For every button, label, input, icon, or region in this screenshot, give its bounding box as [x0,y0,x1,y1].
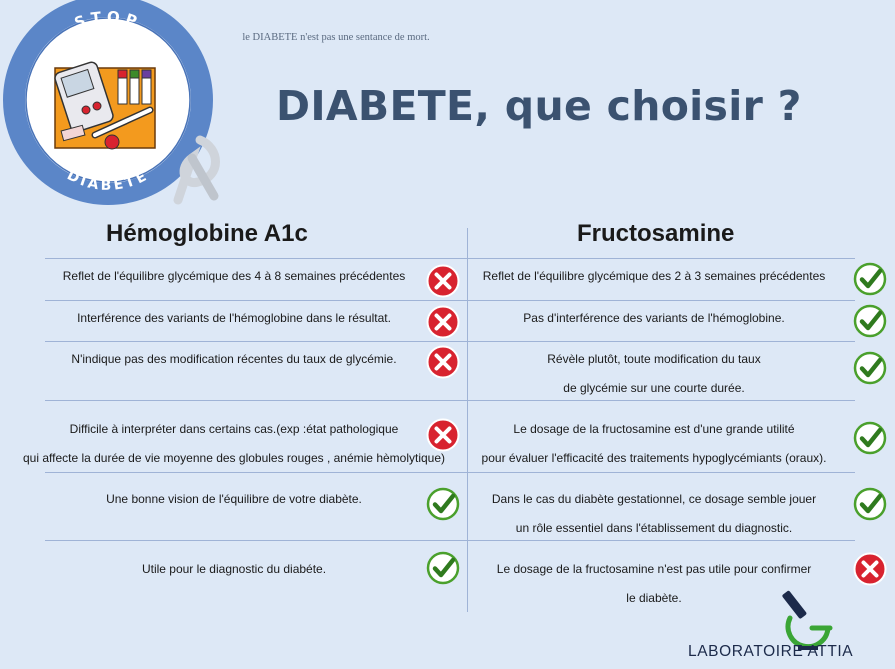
cross-icon [426,418,460,452]
table-divider [45,300,855,301]
cross-icon [426,264,460,298]
fructosamine-cell-3: Révèle plutôt, toute modification du taux de glycémie sur une courte durée. [547,352,761,395]
fructosamine-cell-1: Reflet de l'équilibre glycémique des 2 à 3 semaines précédentes [482,269,826,283]
page-title: DIABETE, que choisir ? [276,82,802,130]
check-icon [426,487,460,521]
hba1c-cell-1: Reflet de l'équilibre glycémique des 4 à 8 semaines précédentes [62,269,406,283]
column-header-fructosamine: Fructosamine [577,220,735,247]
fructosamine-cell-4: Le dosage de la fructosamine est d'une grande utilité pour évaluer l'efficacité des traitements hypoglycémiants (oraux). [481,422,827,465]
hba1c-cell-3: N'indique pas des modification récentes du taux de glycémie. [71,352,397,366]
glucometer-kit-icon [53,61,155,149]
brand-name: LABORATOIRE ATTIA [688,643,854,660]
fructosamine-cell-2: Pas d'interférence des variants de l'hémoglobine. [523,311,785,325]
cross-icon [426,305,460,339]
check-icon [853,351,887,385]
table-divider [45,258,855,259]
hba1c-cell-5: Une bonne vision de l'équilibre de votre diabète. [106,492,362,506]
check-icon [853,262,887,296]
cross-icon [426,345,460,379]
hba1c-cell-2: Interférence des variants de l'hémoglobine dans le résultat. [77,311,391,325]
check-icon [853,304,887,338]
tagline: le DIABETE n'est pas une sentance de mort. [242,32,430,43]
table-divider [45,341,855,342]
check-icon [426,551,460,585]
logo-text-top: STOP [72,7,144,33]
stop-diabete-logo [0,0,230,225]
fructosamine-cell-5: Dans le cas du diabète gestationnel, ce dosage semble jouer un rôle essentiel dans l'établissement du diagnostic. [491,492,817,535]
check-icon [853,421,887,455]
hba1c-cell-6: Utile pour le diagnostic du diabéte. [141,562,327,576]
hba1c-cell-4: Difficile à interpréter dans certains cas.(exp :état pathologique qui affecte la durée de vie moyenne des globules rouges , anémie hèmolytique) [22,422,446,465]
fructosamine-cell-6: Le dosage de la fructosamine n'est pas utile pour confirmer le diabète. [496,562,812,605]
check-icon [853,487,887,521]
cross-icon [853,552,887,586]
logo-text-bottom: DIABETE [64,167,152,194]
column-header-hba1c: Hémoglobine A1c [106,220,308,247]
